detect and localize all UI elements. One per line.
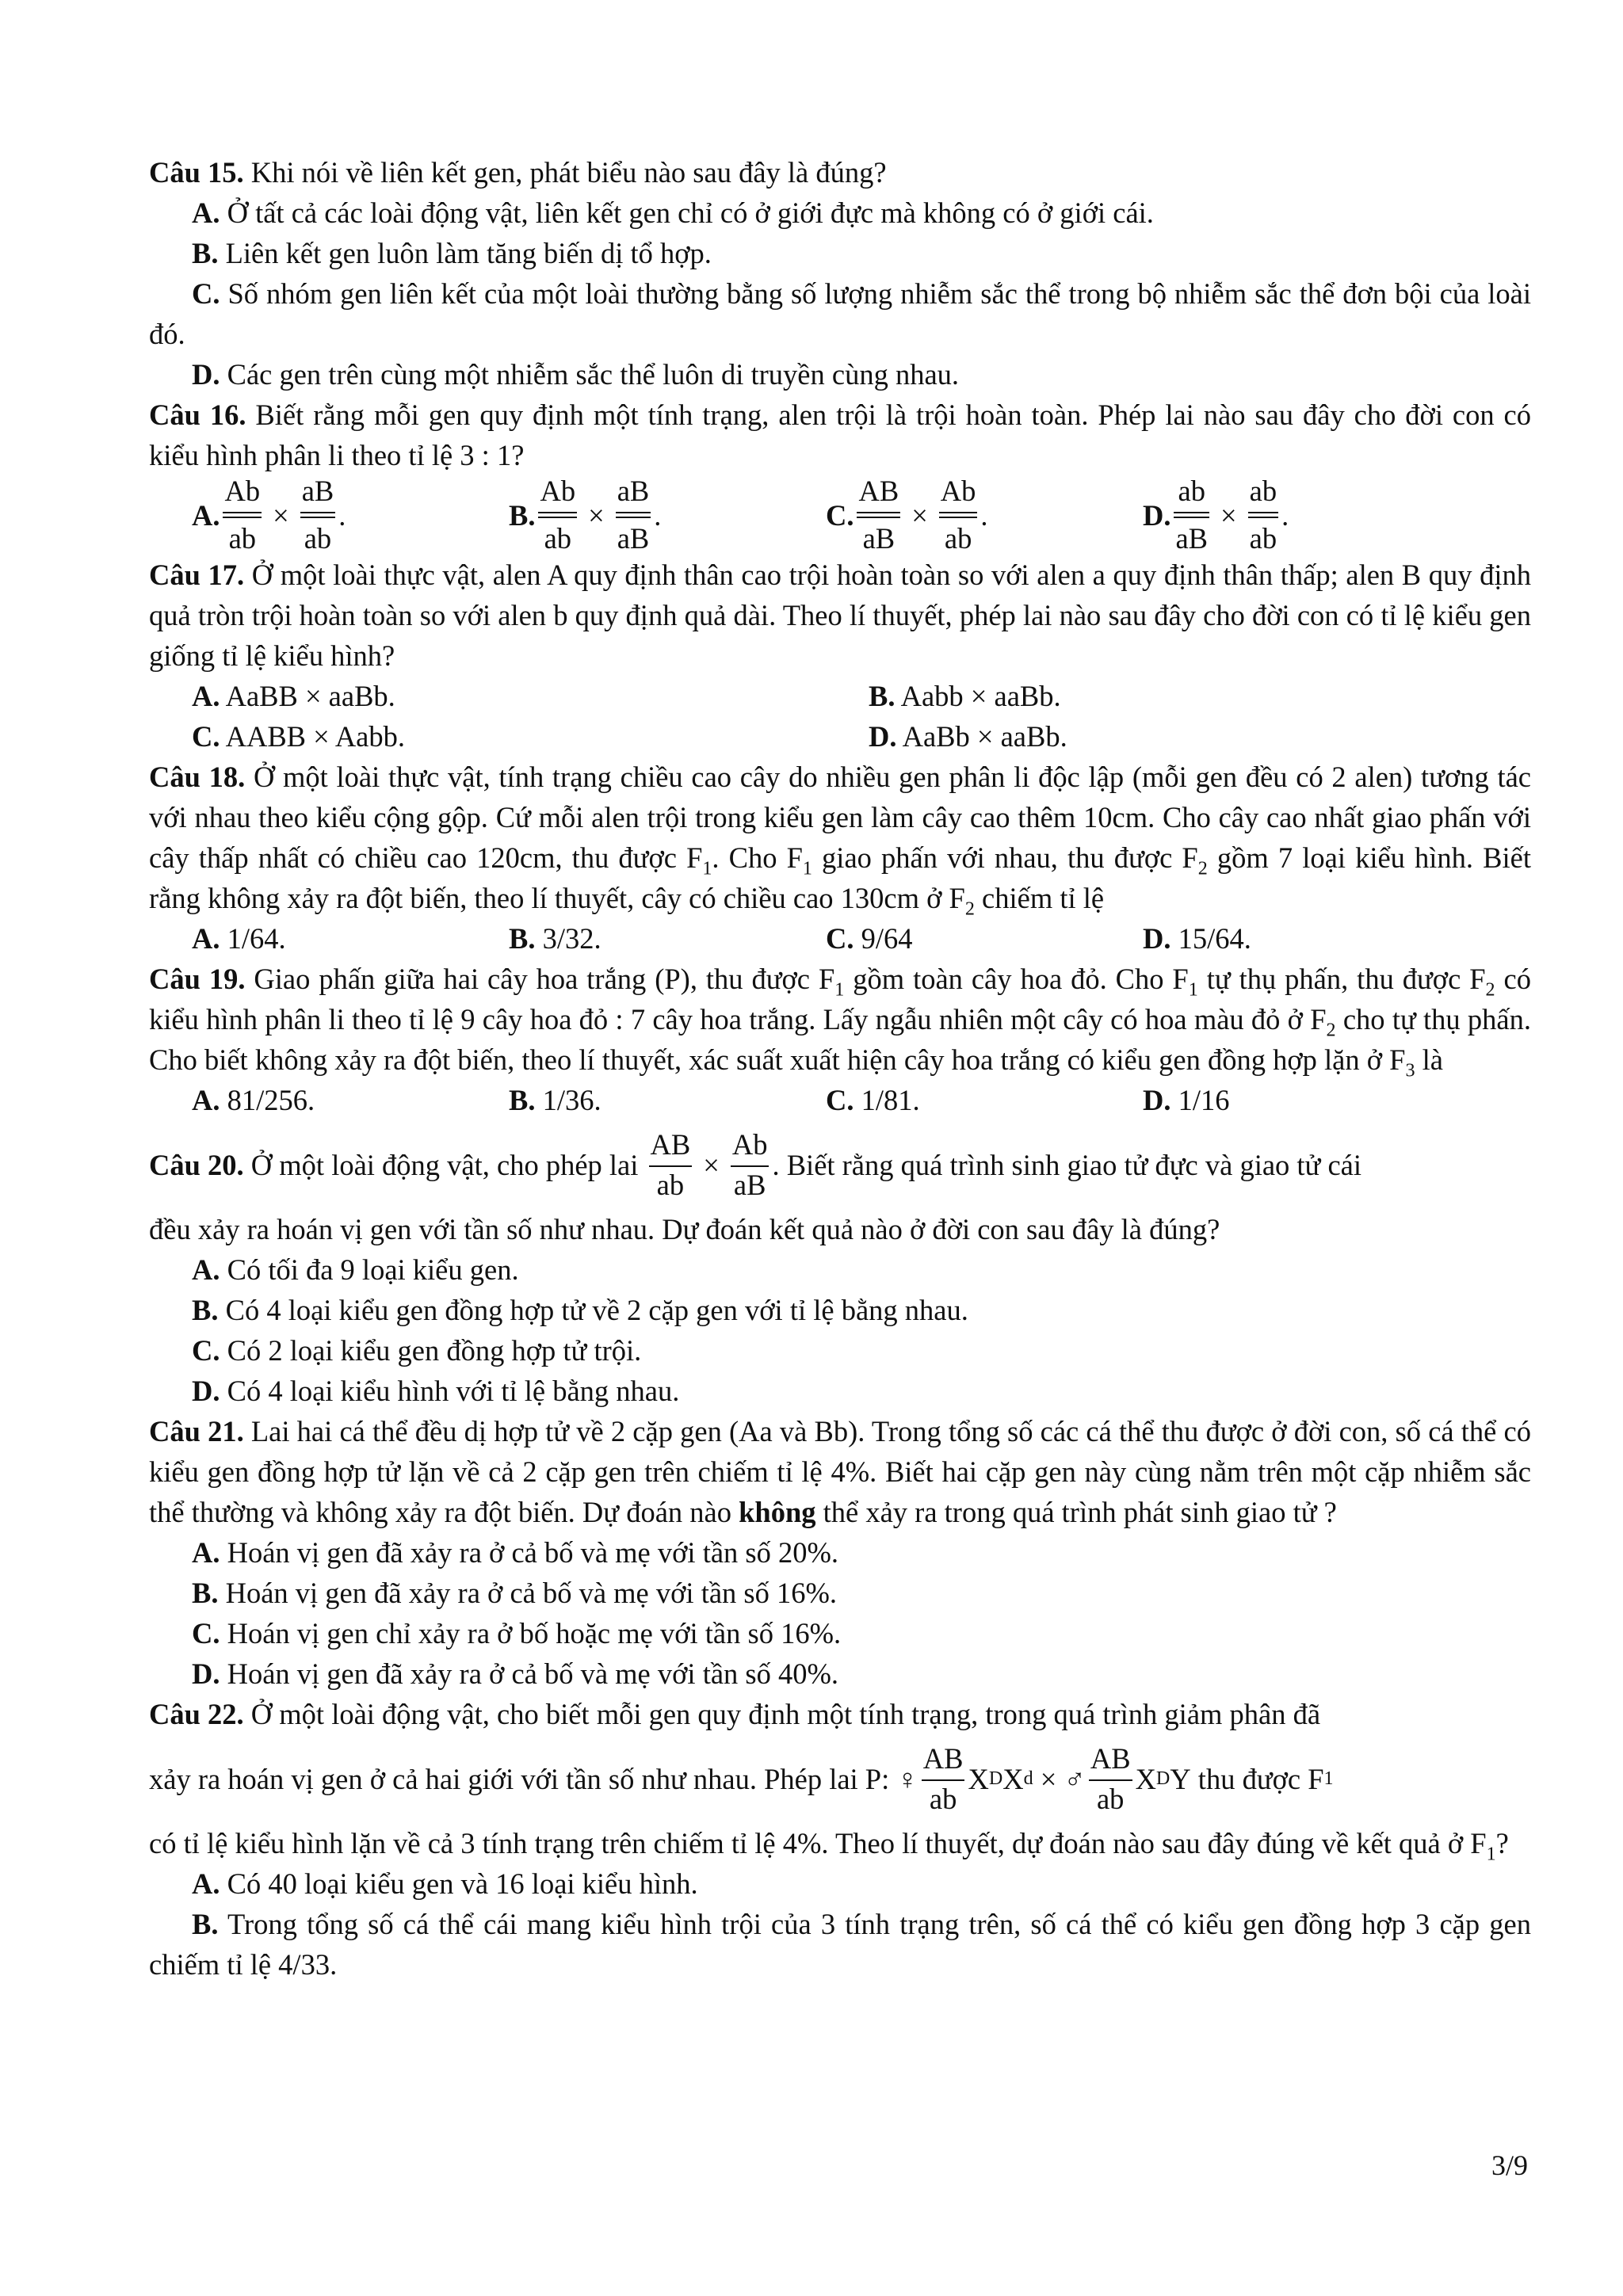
question-18 (149, 757, 1531, 918)
fraction-bar (616, 517, 651, 518)
fraction-denominator: ab (944, 522, 972, 555)
fraction-numerator: AB (650, 1127, 691, 1161)
question-20 (149, 1120, 1531, 1209)
q18-option-c (826, 918, 1143, 959)
question-17 (149, 555, 1531, 676)
q18-options (149, 918, 1531, 959)
option-label: D. (192, 1375, 220, 1407)
question-text: chiếm tỉ lệ (974, 882, 1105, 914)
q16-option-b (509, 475, 826, 555)
option-text: 81/256. (220, 1084, 315, 1116)
option-text: Hoán vị gen đã xảy ra ở cả bố và mẹ với tần số 16%. (218, 1577, 838, 1609)
chromosome-x: X (968, 1762, 989, 1795)
question-text: gồm 7 loại kiểu hình. Biết rằng không xảy ra đột biến, theo lí thuyết, cây có chiều cao 130cm ở F (149, 841, 1531, 914)
fraction-bar (300, 512, 336, 513)
fraction (538, 475, 577, 555)
option-text: Số nhóm gen liên kết của một loài thường bằng số lượng nhiễm sắc thể trong bộ nhiễm sắc thể đơn bội của loài đó. (149, 277, 1531, 350)
question-text: thu được F (1190, 1762, 1324, 1795)
fraction-denominator: ab (1096, 1782, 1125, 1815)
option-text: 15/64. (1170, 922, 1251, 955)
question-text: Lai hai cá thể đều dị hợp tử về 2 cặp gen (Aa và Bb). Trong tổng số các cá thể thu được ở đời con, số cá thể có kiểu gen đồng hợp tử lặn về cả 2 cặp gen trên chiếm tỉ lệ 4%. Biết hai cặp gen này cùng nằm trên một cặp nhiễm sắc thể thường và không xảy ra đột biến. Dự đoán nào (149, 1415, 1531, 1528)
fraction-numerator: Ab (940, 475, 976, 508)
option-label: C. (826, 498, 854, 532)
option-text: Hoán vị gen chỉ xảy ra ở bố hoặc mẹ với tần số 16%. (220, 1617, 842, 1650)
question-text: Giao phấn giữa hai cây hoa trắng (P), thu được F (245, 963, 835, 995)
q15-option-d (149, 354, 1531, 395)
option-text: Liên kết gen luôn làm tăng biến dị tổ hợp. (218, 237, 712, 269)
fraction-numerator: Ab (731, 1127, 768, 1161)
option-text: 1/81. (854, 1084, 920, 1116)
option-text: Aabb × aaBb. (895, 680, 1061, 712)
subscript: 1 (834, 979, 845, 1001)
period: . (1281, 498, 1289, 532)
chromosome-x: X (1002, 1762, 1024, 1795)
times-sign: × (588, 498, 605, 532)
question-text: . Cho F (712, 841, 803, 874)
q16-option-c (826, 475, 1143, 555)
fraction-bar (939, 517, 978, 518)
fraction-denominator: ab (656, 1168, 685, 1201)
option-text: Hoán vị gen đã xảy ra ở cả bố và mẹ với tần số 20%. (220, 1536, 839, 1569)
q21-option-a (149, 1532, 1531, 1573)
fraction-numerator: AB (922, 1741, 964, 1775)
question-text: ? (1495, 1827, 1509, 1859)
q20-option-c (149, 1330, 1531, 1371)
fraction-numerator: AB (858, 475, 899, 508)
question-text: thể xảy ra trong quá trình phát sinh giao tử ? (815, 1496, 1337, 1528)
option-text: AaBB × aaBb. (220, 680, 395, 712)
fraction-bar (616, 512, 651, 513)
subscript: 1 (802, 858, 812, 879)
option-label: C. (826, 922, 854, 955)
option-label: D. (192, 358, 220, 391)
fraction (1248, 475, 1278, 555)
fraction-bar (538, 517, 577, 518)
chromosome-y: Y (1170, 1762, 1191, 1795)
q19-options (149, 1080, 1531, 1120)
fraction (1174, 475, 1209, 555)
question-text: Ở một loài thực vật, alen A quy định thân cao trội hoàn toàn so với alen a quy định thân thấp; alen B quy định quả tròn trội hoàn toàn so với alen b quy định quả dài. Theo lí thuyết, phép lai nào sau đây cho đời con có tỉ lệ kiểu gen giống tỉ lệ kiểu hình? (149, 559, 1531, 672)
fraction (922, 1742, 965, 1816)
question-22-continued (149, 1823, 1531, 1863)
option-text: Có 4 loại kiểu hình với tỉ lệ bằng nhau. (220, 1375, 680, 1407)
q20-option-d (149, 1371, 1531, 1411)
question-label: Câu 15. (149, 156, 244, 189)
question-15 (149, 152, 1531, 193)
question-19 (149, 959, 1531, 1080)
fraction-bar (857, 512, 900, 513)
q18-option-a (149, 918, 509, 959)
option-label: B. (869, 680, 896, 712)
fraction-bar (857, 517, 900, 518)
option-label: D. (1143, 1084, 1171, 1116)
subscript: 2 (1326, 1020, 1336, 1041)
subscript: 1 (702, 858, 712, 879)
question-label: Câu 16. (149, 399, 246, 431)
times-sign: × (911, 498, 928, 532)
option-label: A. (192, 922, 220, 955)
question-21 (149, 1411, 1531, 1532)
question-label: Câu 18. (149, 761, 246, 793)
times-sign: × (703, 1148, 720, 1181)
q15-option-a (149, 193, 1531, 233)
q19-option-c (826, 1080, 1143, 1120)
fraction-numerator: Ab (540, 475, 576, 508)
subscript: 2 (964, 898, 975, 920)
q19-option-b (509, 1080, 826, 1120)
fraction (857, 475, 900, 555)
fraction-denominator: aB (1175, 522, 1209, 555)
fraction-bar (1248, 512, 1278, 513)
q19-option-a (149, 1080, 509, 1120)
subscript: 2 (1197, 858, 1208, 879)
option-text: Ở tất cả các loài động vật, liên kết gen chỉ có ở giới đực mà không có ở giới cái. (220, 196, 1154, 229)
fraction-bar (300, 517, 336, 518)
option-label: D. (1143, 922, 1171, 955)
question-text: có kiểu hình phân li theo tỉ lệ 9 cây hoa đỏ : 7 cây hoa trắng. Lấy ngẫu nhiên một cây có hoa màu đỏ ở F (149, 963, 1531, 1035)
fraction-numerator: aB (617, 475, 650, 508)
question-22 (149, 1694, 1531, 1734)
fraction-bar (223, 512, 262, 513)
question-text: cho tự thụ phấn. Cho biết không xảy ra đột biến, theo lí thuyết, xác suất xuất hiện cây hoa trắng có kiểu gen đồng hợp lặn ở F (149, 1003, 1531, 1076)
option-label: C. (826, 1084, 854, 1116)
option-text: Có tối đa 9 loại kiểu gen. (220, 1253, 519, 1286)
q17-option-d (869, 716, 1067, 757)
q17-option-b (869, 676, 1061, 716)
option-label: A. (192, 1867, 220, 1900)
page-number: 3/9 (1491, 2149, 1528, 2181)
q20-option-b (149, 1290, 1531, 1330)
question-label: Câu 20. (149, 1148, 244, 1181)
option-text: 1/64. (220, 922, 286, 955)
fraction-numerator: ab (1178, 475, 1205, 508)
emphasis-text: không (739, 1496, 816, 1528)
q16-option-a (149, 475, 509, 555)
option-text: Có 4 loại kiểu gen đồng hợp tử về 2 cặp gen với tỉ lệ bằng nhau. (218, 1294, 968, 1326)
question-text: có tỉ lệ kiểu hình lặn về cả 3 tính trạng trên chiếm tỉ lệ 4%. Theo lí thuyết, dự đoán nào sau đây đúng về kết quả ở F (149, 1827, 1487, 1859)
fraction (731, 1128, 769, 1202)
fraction-numerator: aB (301, 475, 334, 508)
option-label: C. (192, 720, 220, 753)
option-label: A. (192, 1084, 220, 1116)
option-label: A. (192, 680, 220, 712)
q18-option-d (1143, 918, 1251, 959)
q21-option-d (149, 1653, 1531, 1694)
subscript: 1 (1486, 1844, 1496, 1865)
fraction-denominator: ab (544, 522, 572, 555)
times-sign: × (273, 498, 289, 532)
fraction-numerator: ab (1249, 475, 1277, 508)
question-text: Ở một loài thực vật, tính trạng chiều cao cây do nhiều gen phân li độc lập (mỗi gen đều có 2 alen) tương tác với nhau theo kiểu cộng gộp. Cứ mỗi alen trội trong kiểu gen làm cây cao thêm 10cm. Cho cây cao nhất giao phấn với cây thấp nhất có chiều cao 120cm, thu được F (149, 761, 1531, 874)
question-label: Câu 21. (149, 1415, 244, 1447)
option-label: B. (509, 922, 536, 955)
fraction-bar (1248, 517, 1278, 518)
question-text: giao phấn với nhau, thu được F (812, 841, 1198, 874)
question-text: Khi nói về liên kết gen, phát biểu nào sau đây là đúng? (243, 156, 887, 189)
option-label: A. (192, 1536, 220, 1569)
q15-option-c (149, 273, 1531, 354)
q20-option-a (149, 1249, 1531, 1290)
option-text: 1/16 (1170, 1084, 1230, 1116)
fraction-bar (1174, 517, 1209, 518)
option-text: AaBb × aaBb. (896, 720, 1067, 753)
q18-option-b (509, 918, 826, 959)
question-text: tự thụ phấn, thu được F (1197, 963, 1486, 995)
option-label: B. (509, 498, 536, 532)
question-text: Ở một loài động vật, cho phép lai (243, 1148, 646, 1181)
page-content (149, 152, 1531, 1985)
q21-option-b (149, 1573, 1531, 1613)
fraction-bar (1174, 512, 1209, 513)
option-text: 9/64 (854, 922, 913, 955)
question-text: gồm toàn cây hoa đỏ. Cho F (844, 963, 1189, 995)
option-text: 1/36. (535, 1084, 601, 1116)
fraction-denominator: ab (228, 522, 257, 555)
question-20-continued: đều xảy ra hoán vị gen với tần số như nhau. Dự đoán kết quả nào ở đời con sau đây là đúng? (149, 1213, 1220, 1245)
subscript: 1 (1188, 979, 1198, 1001)
q17-option-a (149, 676, 869, 716)
subscript: 2 (1485, 979, 1495, 1001)
option-label: B. (192, 1294, 219, 1326)
times-sign: × (1220, 498, 1237, 532)
q17-options-row-1 (149, 676, 1531, 716)
option-label: A. (192, 1253, 220, 1286)
question-text: Biết rằng mỗi gen quy định một tính trạng, alen trội là trội hoàn toàn. Phép lai nào sau đây cho đời con có kiểu hình phân li theo tỉ lệ 3 : 1? (149, 399, 1531, 471)
fraction-numerator: Ab (224, 475, 261, 508)
question-22-cross-line: xảy ra hoán vị gen ở cả hai giới với tần số như nhau. Phép lai P: ♀ $\frac{AB}{ab}$ X D X d × ♂ $\frac{AB}{ab}$ X D Y thu được F 1 (149, 1741, 1334, 1815)
option-label: C. (192, 1617, 220, 1650)
option-text: Có 40 loại kiểu gen và 16 loại kiểu hình. (220, 1867, 698, 1900)
fraction (939, 475, 978, 555)
option-label: D. (869, 720, 897, 753)
fraction-denominator: ab (1249, 522, 1277, 555)
option-label: B. (192, 1908, 219, 1940)
fraction-denominator: ab (929, 1782, 957, 1815)
q17-option-c (149, 716, 869, 757)
fraction-bar (939, 512, 978, 513)
q17-options-row-2 (149, 716, 1531, 757)
q15-option-b (149, 233, 1531, 273)
q22-option-a (149, 1863, 1531, 1904)
option-label: A. (192, 196, 220, 229)
fraction-denominator: aB (733, 1168, 766, 1201)
fraction-bar (223, 517, 262, 518)
fraction-denominator: ab (304, 522, 332, 555)
q16-option-d (1143, 475, 1289, 555)
fraction (616, 475, 651, 555)
q22-option-b (149, 1904, 1531, 1985)
option-text: Trong tổng số cá thể cái mang kiểu hình trội của 3 tính trạng trên, số cá thể có kiểu gen đồng hợp 3 cặp gen chiếm tỉ lệ 4/33. (149, 1908, 1531, 1981)
question-label: Câu 22. (149, 1698, 244, 1730)
q19-option-d (1143, 1080, 1230, 1120)
question-text: . Biết rằng quá trình sinh giao tử đực và giao tử cái (772, 1148, 1361, 1181)
q21-option-c (149, 1613, 1531, 1653)
fraction-denominator: aB (862, 522, 896, 555)
question-label: Câu 19. (149, 963, 246, 995)
option-text: AABB × Aabb. (220, 720, 406, 753)
fraction (223, 475, 262, 555)
option-label: D. (1143, 498, 1171, 532)
subscript: 3 (1405, 1060, 1415, 1081)
fraction-numerator: AB (1090, 1741, 1131, 1775)
fraction-bar (538, 512, 577, 513)
times-male-sign: × ♂ (1033, 1762, 1086, 1795)
option-label: B. (192, 237, 219, 269)
option-text: Có 2 loại kiểu gen đồng hợp tử trội. (220, 1334, 642, 1367)
option-text: 3/32. (535, 922, 601, 955)
option-text: Các gen trên cùng một nhiễm sắc thể luôn di truyền cùng nhau. (220, 358, 960, 391)
fraction (300, 475, 336, 555)
question-16 (149, 395, 1531, 475)
option-text: Hoán vị gen đã xảy ra ở cả bố và mẹ với tần số 40%. (220, 1657, 839, 1690)
question-text: xảy ra hoán vị gen ở cả hai giới với tần số như nhau. Phép lai P: ♀ (149, 1762, 918, 1795)
question-label: Câu 17. (149, 559, 245, 591)
option-label: C. (192, 1334, 220, 1367)
option-label: A. (192, 498, 220, 532)
period: . (980, 498, 988, 532)
option-label: B. (509, 1084, 536, 1116)
option-label: D. (192, 1657, 220, 1690)
option-label: C. (192, 277, 220, 310)
period: . (654, 498, 662, 532)
fraction (1089, 1742, 1132, 1816)
question-text: Ở một loài động vật, cho biết mỗi gen quy định một tính trạng, trong quá trình giảm phân đã (243, 1698, 1321, 1730)
option-label: B. (192, 1577, 219, 1609)
fraction-denominator: aB (617, 522, 650, 555)
fraction (649, 1128, 693, 1202)
chromosome-x: X (1135, 1762, 1156, 1795)
q16-options (149, 475, 1531, 555)
period: . (338, 498, 346, 532)
question-text: là (1415, 1043, 1443, 1076)
